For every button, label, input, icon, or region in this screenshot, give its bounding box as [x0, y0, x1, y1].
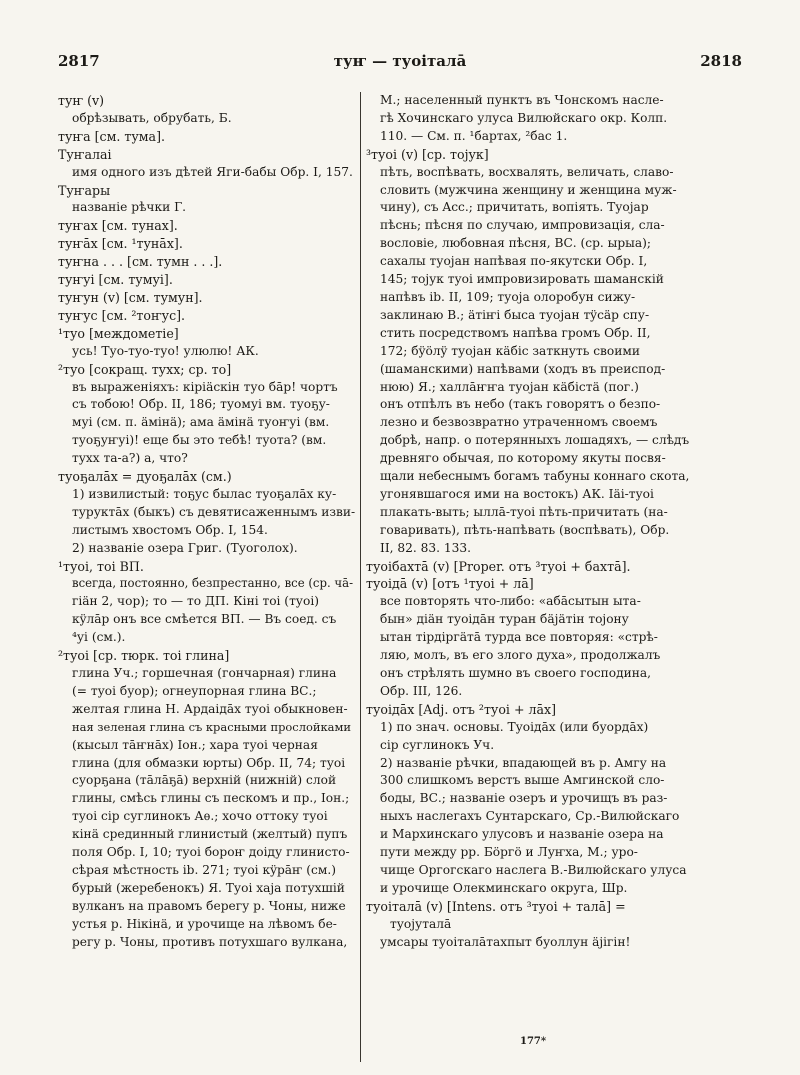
entry-text-line: (кысыл тāҥнāх) Іон.; хара туоі черная — [72, 737, 318, 752]
entry-text-line: глины, смѣсь глины съ пескомъ и пр., Іон.; — [72, 791, 350, 806]
entry-headword-line: туҥус [см. ²тоҥус]. — [58, 307, 186, 323]
entry-text-line: II, 82. 83. 133. — [380, 540, 472, 555]
entry-headword-line: туоіталā (v) [Intens. отъ ³туоі + талā] = — [366, 898, 626, 914]
entry-text-line: заклинаю В.; äтіҥі быса туоjан тÿсäр спу- — [380, 307, 650, 322]
entry-headword-line: туҥāх [см. ¹тунāх]. — [58, 236, 183, 252]
entry-text-line: съ тобою! Обр. II, 186; туомуі вм. туоҕу- — [72, 397, 330, 412]
entry-text-line: 172; бÿöлÿ туоjан кäбіс заткнуть своими — [380, 343, 640, 358]
entry-text-line: вословіе, любовная пѣсня, ВС. (ср. ырыа); — [380, 236, 652, 251]
running-title: туҥ — туоіталā — [333, 52, 467, 70]
entry-text-line: кÿлāр онъ все смѣется ВП. — Въ соед. съ — [72, 612, 337, 627]
entry-headword-line: туоҕалāх = дуоҕалāх (см.) — [58, 469, 232, 485]
entry-text-line: пути между рр. Бöргö и Луҥха, М.; уро- — [380, 845, 638, 860]
entry-text-line: и урочище Олекминскаго округа, Шр. — [380, 880, 628, 895]
entry-text-line: 110. — См. п. ¹бартах, ²бас 1. — [380, 128, 568, 143]
entry-text-line: пѣснь; пѣсня по случаю, импровизація, сла- — [380, 218, 665, 233]
entry-text-line: глина (для обмазки юрты) Обр. II, 74; туоі — [72, 755, 346, 770]
entry-text-line: глина Уч.; горшечная (гончарная) глина — [72, 666, 337, 680]
entry-text-line: (шаманскими) напѣвами (ходъ въ преиспод- — [380, 361, 666, 376]
entry-text-line: боды, ВС.; названіе озеръ и урочищъ въ раз- — [380, 791, 668, 806]
entry-text-line: тухх та-а?) а, что? — [72, 451, 188, 466]
entry-text-line: имя одного изъ дѣтей Яги-бабы Обр. I, 157. — [72, 164, 353, 179]
entry-text-line: 145; тојук туоі импровизировать шаманскій — [380, 272, 664, 287]
entry-text-line: всегда, постоянно, безпрестанно, все (ср. чā- — [72, 576, 354, 591]
entry-text-line: плакать-выть; ыллā-туоі пѣть-причитать (на- — [380, 504, 668, 519]
entry-text-line: туоҕуҥуі)! еще бы это тебѣ! туота? (вм. — [72, 433, 327, 448]
entry-text-line: чину), съ Acc.; причитать, вопіять. Туоjар — [380, 200, 649, 215]
entry-headword-line: туҥуі [см. тумуі]. — [58, 272, 173, 288]
entry-text-line: М.; населенный пунктъ въ Чонскомъ насле- — [380, 93, 664, 107]
entry-text-line: онъ стрѣлять шумно въ своего господина, — [380, 666, 652, 680]
entry-text-line: и Мархинскаго улусовъ и названіе озера на — [380, 827, 664, 842]
entry-text-line: гѣ Хочинскаго улуса Вилюйскаго окр. Колп. — [380, 110, 668, 125]
entry-text-line: туоі сір суглинокъ Аѳ.; хочо оттоку туоі — [72, 809, 328, 824]
entry-text-line: стить посредствомъ напѣва громъ Обр. II, — [380, 325, 651, 340]
entry-text-line: нюю) Я.; халлāҥҥа туоjан кäбістä (пог.) — [380, 379, 639, 394]
entry-text-line: суорҕана (тāлāҕā) верхній (нижній) слой — [72, 773, 337, 788]
left-column — [58, 92, 356, 1062]
entry-headword-line: ³туоі (v) [ср. тојук] — [366, 146, 489, 162]
entry-text-line: ытан тірдіргäтā турда все повторяя: «стрѣ- — [380, 630, 658, 645]
entry-text-line: листымъ хвостомъ Обр. I, 154. — [72, 522, 268, 537]
entry-text-line: пѣть, воспѣвать, восхвалять, величать, славо- — [380, 164, 674, 179]
entry-text-line: все повторять что-либо: «абāсытын ыта- — [380, 594, 641, 609]
entry-text-line: туоjуталā — [390, 916, 452, 931]
entry-text-line: лезно и безвозвратно утраченномъ своемъ — [380, 415, 658, 430]
entry-text-line: желтая глина Н. Ардаідāх туоі обыкновен- — [72, 701, 348, 716]
left-page-number: 2817 — [58, 52, 100, 70]
entry-text-line: ныхъ наслегахъ Сунтарскаго, Ср.-Вилюйскаго — [380, 809, 680, 824]
entry-text-line: (= туоі буор); огнеупорная глина ВС.; — [72, 683, 317, 698]
entry-headword-line: ²туоі [ср. тюрк. тоі глина] — [58, 648, 230, 664]
entry-headword-line: туҥна . . . [см. тумн . . .]. — [58, 254, 223, 270]
entry-text-line: бын» діäн туоідāн туран бäjäтін тоjону — [380, 612, 629, 627]
entry-text-line: сір суглинокъ Уч. — [380, 737, 495, 752]
entry-headword-line: ¹туо [междометіе] — [58, 325, 179, 341]
entry-text-line: сахалы туоjан напѣвая по-якутски Обр. I, — [380, 254, 648, 269]
entry-text-line: 300 слишкомъ верстъ выше Амгинской сло- — [380, 773, 665, 788]
entry-headword-line: туоібахтā (v) [Proper. отъ ³туоі + бахтā]. — [366, 558, 631, 574]
entry-headword-line: туоідāх [Adj. отъ ²туоі + лāх] — [366, 701, 557, 717]
entry-headword-line: Туҥары — [58, 182, 111, 198]
column-divider — [360, 92, 361, 1062]
page-header — [58, 52, 742, 74]
printer-signature: 177* — [520, 1036, 547, 1047]
entry-text-line: гiäн 2, чор); то — то ДП. Кіні тоі (туоі) — [72, 594, 319, 609]
right-column — [366, 92, 742, 1042]
entry-text-line: бурый (жеребенокъ) Я. Туоі хаjа потухшій — [72, 880, 345, 895]
entry-text-line: чище Оргогскаго наслега В.-Вилюйскаго улуса — [380, 862, 687, 877]
entry-text-line: напѣвъ іb. II, 109; туоjа олоробун сижу- — [380, 289, 636, 304]
entry-headword-line: туҥ (v) — [58, 93, 105, 108]
entry-text-line: туруктāх (быкъ) съ девятисаженнымъ изви- — [72, 504, 356, 519]
entry-text-line: сѣрая мѣстность іb. 271; туоі кÿрāҥ (см.) — [72, 862, 336, 877]
entry-headword-line: туҥун (v) [см. тумун]. — [58, 289, 203, 305]
entry-headword-line: ¹туоі, тоі ВП. — [58, 558, 144, 574]
entry-headword-line: Туҥалаі — [58, 146, 112, 162]
entry-text-line: вулканъ на правомъ берегу р. Чоны, ниже — [72, 898, 346, 913]
entry-text-line: ⁴уі (см.). — [72, 630, 126, 645]
entry-text-line: словить (мужчина женщину и женщина муж- — [380, 182, 677, 197]
entry-text-line: обрѣзывать, обрубать, Б. — [72, 110, 232, 125]
entry-text-line: усь! Туо-туо-туо! улюлю! АК. — [72, 343, 259, 358]
entry-headword-line: туҥах [см. тунах]. — [58, 218, 178, 234]
entry-text-line: 2) названіе озера Григ. (Туоголох). — [72, 540, 298, 555]
entry-text-line: регу р. Чоны, противъ потухшаго вулкана, — [72, 934, 348, 949]
entry-text-line: 2) названіе рѣчки, впадающей въ р. Амгу на — [380, 755, 667, 770]
entry-text-line: 1) извилистый: тоҕус былас туоҕалāх ку- — [72, 486, 337, 501]
entry-text-line: 1) по знач. основы. Туоідāх (или буордāх) — [380, 719, 649, 734]
entry-text-line: угонявшагося ими на востокъ) АК. Іäі-туоі — [380, 486, 654, 501]
entry-text-line: кінä срединный глинистый (желтый) пупъ — [72, 827, 348, 842]
entry-headword-line: туҥа [см. тума]. — [58, 128, 165, 144]
entry-text-line: онъ отпѣлъ въ небо (такъ говорятъ о безпо- — [380, 397, 661, 412]
entry-text-line: щали небеснымъ богамъ табуны коннаго скота, — [380, 469, 690, 484]
entry-text-line: муі (см. п. äмінä); ама äмінä туоҥуі (вм. — [72, 415, 330, 430]
entry-text-line: ляю, молъ, въ его злого духа», продолжалъ — [380, 648, 661, 663]
entry-headword-line: туоідā (v) [отъ ¹туоі + лā] — [366, 576, 534, 592]
entry-text-line: древняго обычая, по которому якуты посвя- — [380, 451, 666, 466]
entry-text-line: устья р. Нікінä, и урочище на лѣвомъ бе- — [72, 916, 337, 931]
entry-text-line: ная зеленая глина съ красными прослойками — [72, 719, 351, 734]
right-page-number: 2818 — [700, 52, 742, 70]
entry-headword-line: ²туо [сокращ. тухх; ср. то] — [58, 361, 232, 377]
entry-text-line: Обр. III, 126. — [380, 683, 463, 698]
entry-text-line: въ выраженіяхъ: кіріäскін туо бāр! чортъ — [72, 379, 338, 394]
entry-text-line: говаривать), пѣть-напѣвать (воспѣвать), Обр. — [380, 522, 670, 537]
entry-text-line: названіе рѣчки Г. — [72, 200, 187, 215]
entry-text-line: поля Обр. I, 10; туоі бороҥ доіду глинисто- — [72, 845, 350, 860]
entry-text-line: умсары туоіталāтахпыт буоллун äjігін! — [380, 934, 631, 949]
entry-text-line: добрѣ, напр. о потерянныхъ лошадяхъ, — слѣдъ — [380, 433, 690, 448]
